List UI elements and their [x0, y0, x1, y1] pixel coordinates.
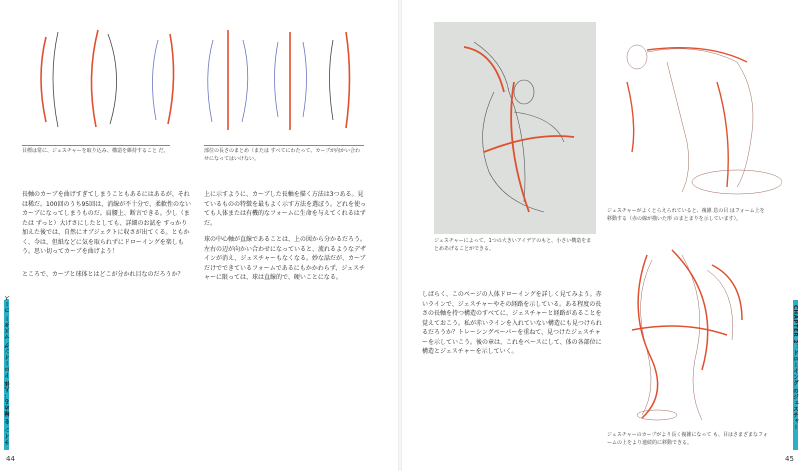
body-text-right: 上に示すように、カーブした長軸を描く方法は3つある。見ているものの特徴を最もよく示す方法を選ぼう。どれを使っても人体または有機的なフォームに生命を与えてくれるはずだ。	[204, 191, 367, 227]
caption-left: 目標は常に、ジェスチャーを取り込み、構造を維持すること だ。	[22, 148, 169, 154]
page-number-right: 45	[785, 455, 794, 463]
caption-rule-right	[204, 145, 364, 146]
sidebar-title-right: CHAPTER 2：ドローイング のジェスチャー	[792, 305, 798, 431]
caption-photo: ジェスチャーによって、1つの大きいアイデアのもと、小さい構造をまとめあげることができる。	[434, 238, 592, 252]
caption-top-right: ジェスチャーがよくとらえられていると、複雑 息の目 はフォーム上を移動する（赤の線が描いた形 のまとまりを示しています）。	[607, 208, 765, 222]
gesture-sketch-top-right	[607, 22, 782, 200]
left-page	[0, 0, 398, 471]
body-text-left-question: ところで、カーブと球体とはどこが分かれ目なのだろうか？	[22, 271, 184, 278]
page-number-left: 44	[6, 455, 15, 463]
sidebar-title-left: ライン を 極める：人体 ドローイング マスター コース	[5, 294, 11, 445]
caption-rule-left	[22, 145, 170, 146]
curve-diagrams	[28, 22, 368, 132]
caption-right: 部位の長さのまとめ（または すべてにわたって、カーブが向かい合わせになってはいけない。	[204, 148, 361, 162]
figure-photo	[434, 22, 596, 234]
caption-bottom-right: ジェスチャーのカーブがより長く複雑になって も、目はさまざまなフォームの上をより連続的に移動できる。	[607, 432, 768, 446]
body-text-right-2: 球の中心軸が直線であることは、上の図から分かるだろう。左右の辺が向かい合わせになっていると、流れるようなデザインが消え、ジェスチャーもなくなる。妙な話だが、カーブだけでできているフォームであるにもかかわらず、ジェスチャーに限っては、球は直線的で、硬いことになる。	[204, 236, 367, 281]
body-text-left: 長軸のカーブを曲げすぎてしまうこともあるにはあるが、それは稀だ。100回のうち95回は、消線が不十分で、柔軟性のないカーブになってしまうものだ。肩腰上、断言できる。少し（または ずっと）大げさにしたとしても、詳細のお試を すっかり加えた後では、自然にオブジェクトに収さが出てくる。ともかく、今は、但紙などに気を取られずにドローイングを楽しもう。思い切ってカーブを曲げよう！	[22, 191, 191, 255]
gesture-sketch-bottom-right	[612, 240, 772, 425]
body-text-right-page: しばらく、このページの人体ドローイングを詳しく見てみよう。赤いラインで、ジェスチャーやその経路を示している。ある程度の長さの長軸を持つ構造のすべてに、ジェスチャーと経路があることを覚えておこう。私が赤いラインを入れていない構造にも見つけられるだろうか？トレーシングペーパーを重ねて、見つけたジェスチャーを示していこう。後の章は、これをベースにして、体の各部位に構造とジェスチャーを示していく。	[422, 291, 602, 355]
right-page	[402, 0, 800, 471]
gesture-sketch-photo	[434, 22, 596, 234]
